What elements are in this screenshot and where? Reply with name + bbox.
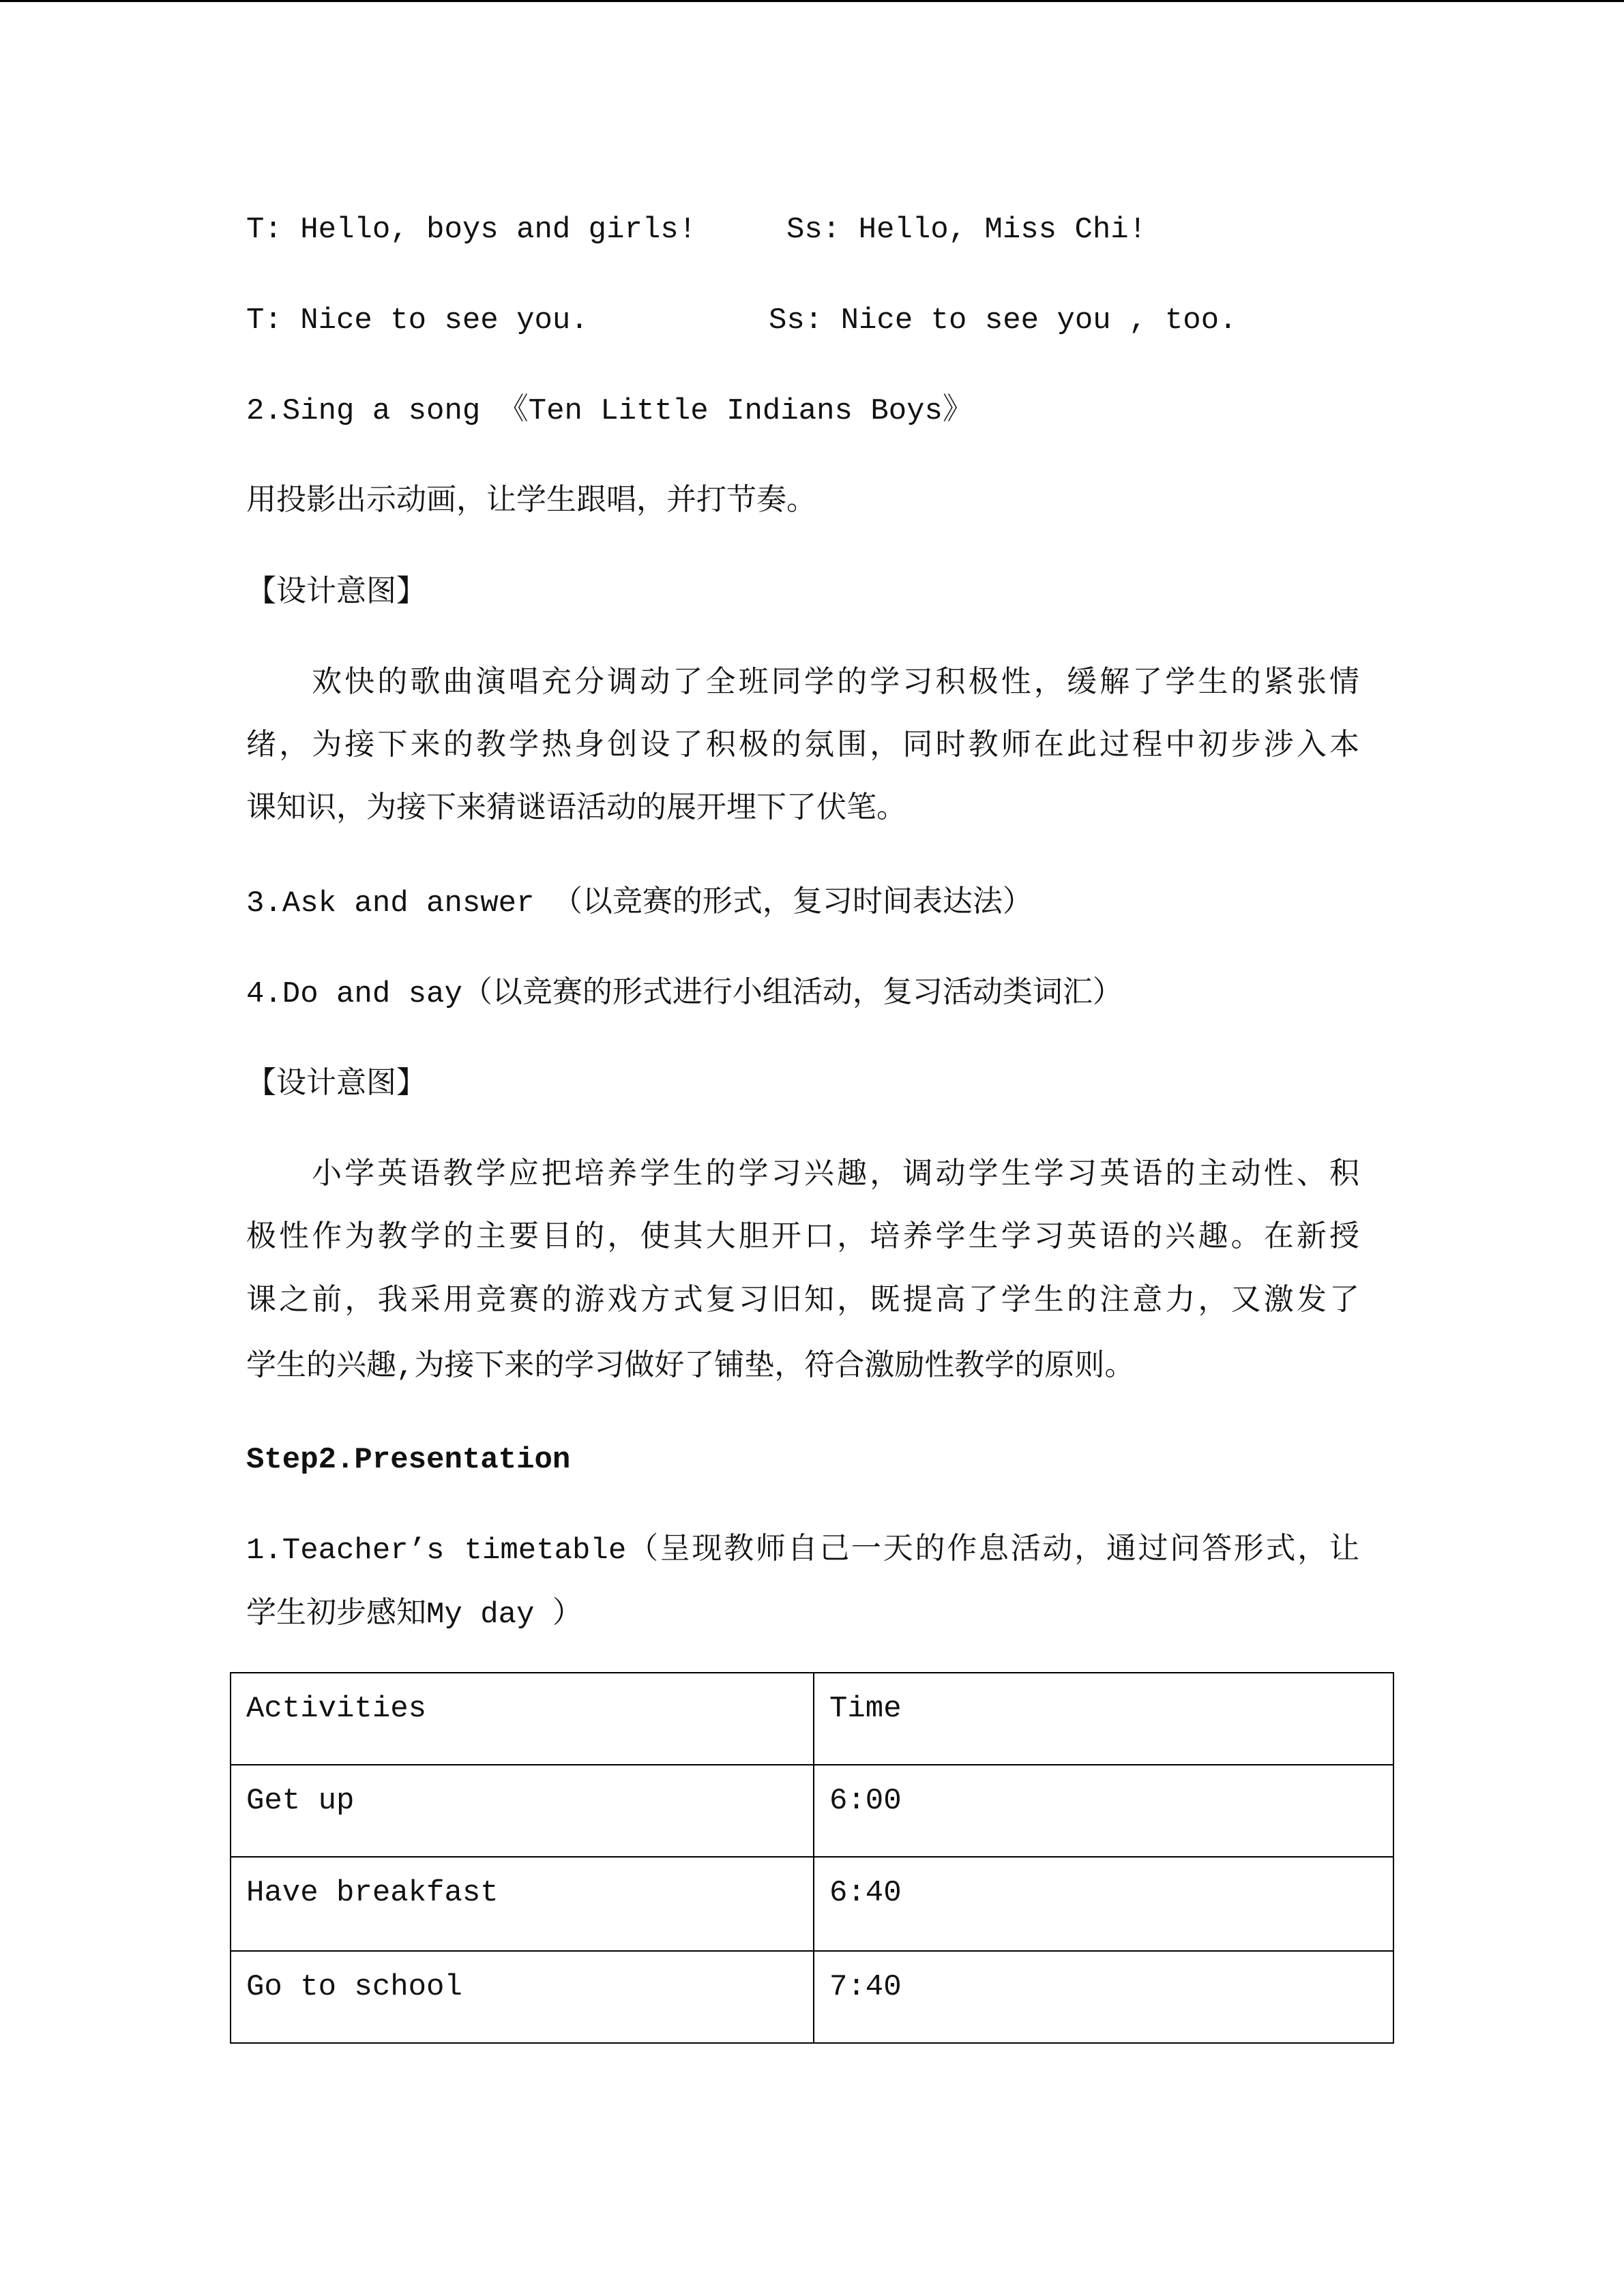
table-cell: 6:40 — [814, 1857, 1393, 1951]
paragraph-line: 欢快的歌曲演唱充分调动了全班同学的学习积极性，缓解了学生的紧张情 — [312, 667, 1359, 701]
ask-answer-step: 3.Ask and answer （以竞赛的形式，复习时间表达法） — [246, 886, 1033, 921]
paragraph-line: 学生的兴趣,为接下来的学习做好了铺垫，符合激励性教学的原则。 — [246, 1350, 1135, 1384]
table-row — [231, 1857, 1393, 1951]
page-top-rule — [0, 0, 1624, 2]
paragraph-line: 课之前，我采用竞赛的游戏方式复习旧知，既提高了学生的注意力，又激发了 — [246, 1285, 1359, 1319]
table-header-cell: Activities — [231, 1673, 814, 1765]
song-instruction: 用投影出示动画，让学生跟唱，并打节奏。 — [246, 485, 816, 519]
teacher-line: T: Nice to see you. — [246, 303, 589, 338]
dialogue-line — [246, 300, 1237, 341]
do-say-step: 4.Do and say（以竞赛的形式进行小组活动，复习活动类词汇） — [246, 977, 1123, 1011]
teacher-line: T: Hello, boys and girls! — [246, 213, 697, 247]
table-cell: Have breakfast — [231, 1857, 814, 1951]
design-intent-heading: 【设计意图】 — [246, 576, 426, 610]
timetable — [230, 1672, 1394, 2044]
paragraph-line: 课知识，为接下来猜谜语活动的展开埋下了伏笔。 — [246, 792, 906, 826]
table-cell: Go to school — [231, 1951, 814, 2043]
students-response: Ss: Hello, Miss Chi! — [786, 213, 1147, 247]
table-cell: 6:00 — [814, 1765, 1393, 1857]
paragraph-line: 绪，为接下来的教学热身创设了积极的氛围，同时教师在此过程中初步涉入本 — [246, 730, 1359, 764]
paragraph-line: 极性作为教学的主要目的，使其大胆开口，培养学生学习英语的兴趣。在新授 — [246, 1221, 1359, 1255]
paragraph-line: 小学英语教学应把培养学生的学习兴趣，调动学生学习英语的主动性、积 — [312, 1159, 1359, 1193]
song-step: 2.Sing a song 《Ten Little Indians Boys》 — [246, 394, 973, 428]
table-row — [231, 1951, 1393, 2043]
table-row — [231, 1765, 1393, 1857]
section-heading: Step2.Presentation — [246, 1443, 571, 1477]
design-intent-heading: 【设计意图】 — [246, 1068, 426, 1102]
table-cell: Get up — [231, 1765, 814, 1857]
table-header-cell: Time — [814, 1673, 1393, 1765]
paragraph-line: 学生初步感知My day ） — [246, 1598, 582, 1632]
table-header-row — [231, 1673, 1393, 1765]
students-response: Ss: Nice to see you , too. — [769, 303, 1237, 338]
dialogue-line — [246, 209, 1147, 250]
table-cell: 7:40 — [814, 1951, 1393, 2043]
paragraph-line: 1.Teacher’s timetable（呈现教师自己一天的作息活动，通过问答形式，让 — [246, 1534, 1359, 1568]
